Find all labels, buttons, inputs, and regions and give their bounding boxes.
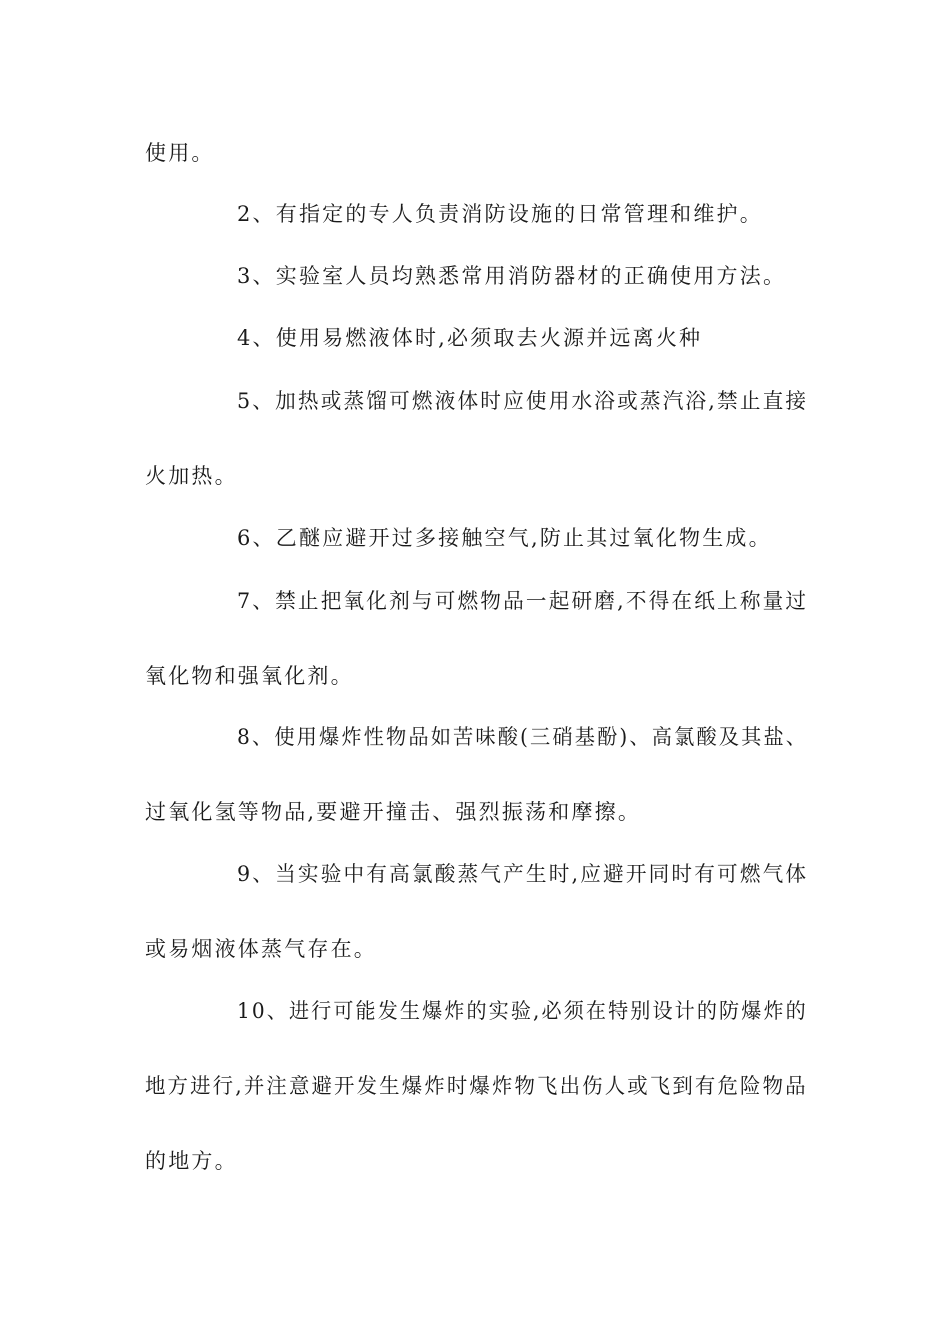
text-line: 过氧化氢等物品,要避开撞击、强烈振荡和摩擦。 — [145, 800, 642, 824]
text-line: 5、加热或蒸馏可燃液体时应使用水浴或蒸汽浴,禁止直接 — [237, 389, 809, 413]
text-line: 氧化物和强氧化剂。 — [145, 664, 354, 688]
text-line: 4、使用易燃液体时,必须取去火源并远离火种 — [237, 326, 703, 350]
text-line: 2、有指定的专人负责消防设施的日常管理和维护。 — [237, 202, 763, 226]
text-line: 3、实验室人员均熟悉常用消防器材的正确使用方法。 — [237, 264, 787, 288]
text-line: 10、进行可能发生爆炸的实验,必须在特别设计的防爆炸的 — [237, 999, 808, 1023]
text-line: 火加热。 — [145, 464, 238, 488]
text-line: 7、禁止把氧化剂与可燃物品一起研磨,不得在纸上称量过 — [237, 589, 809, 613]
text-line: 8、使用爆炸性物品如苦味酸(三硝基酚)、高氯酸及其盐、 — [237, 725, 809, 749]
text-line: 或易烟液体蒸气存在。 — [145, 937, 377, 961]
text-line: 的地方。 — [145, 1149, 238, 1173]
text-line: 地方进行,并注意避开发生爆炸时爆炸物飞出伤人或飞到有危险物品 — [145, 1074, 808, 1098]
text-line: 6、乙醚应避开过多接触空气,防止其过氧化物生成。 — [237, 526, 772, 550]
text-line: 使用。 — [145, 141, 215, 165]
text-line: 9、当实验中有高氯酸蒸气产生时,应避开同时有可燃气体 — [237, 862, 809, 886]
